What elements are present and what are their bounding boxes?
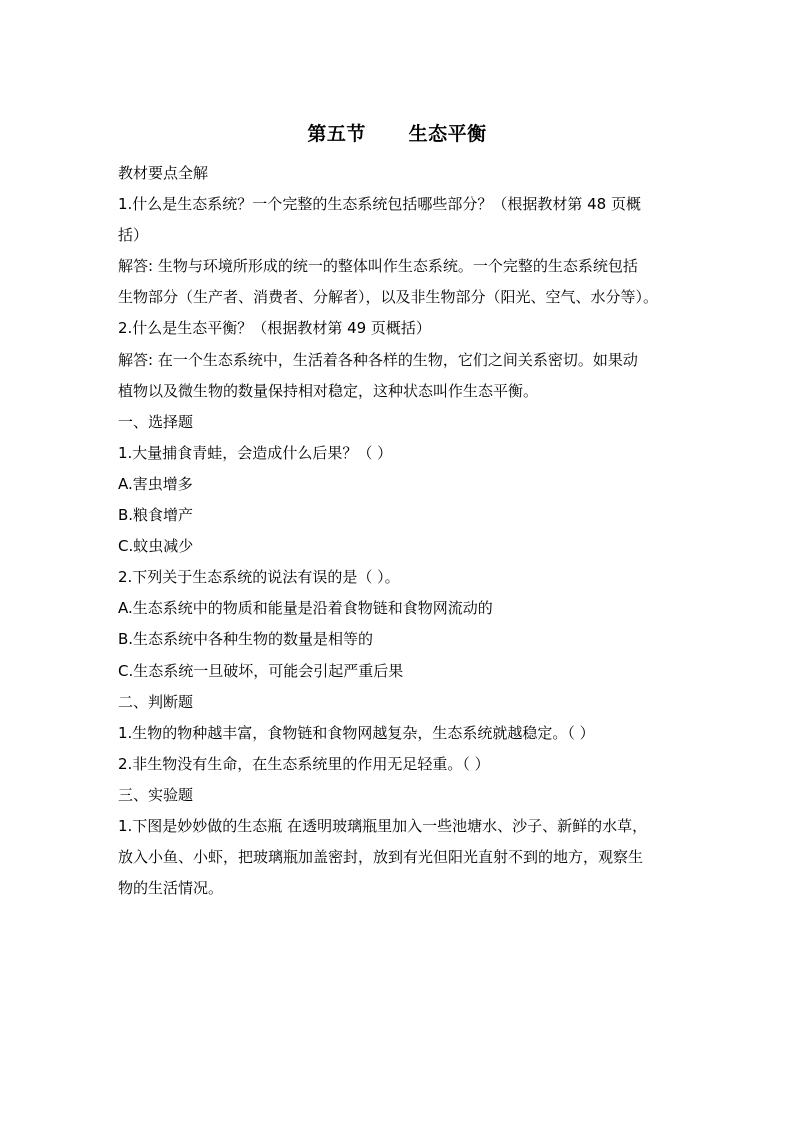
- question-text: 2.下列关于生态系统的说法有误的是（ ）。: [118, 568, 400, 587]
- section-heading: 三、实验题: [118, 785, 194, 804]
- question-text: 放入小鱼、小虾，把玻璃瓶加盖密封，放到有光但阳光直射不到的地方，观察生: [118, 848, 644, 867]
- option-text: A.生态系统中的物质和能量是沿着食物链和食物网流动的: [118, 599, 493, 618]
- question-text: 1.大量捕食青蛙，会造成什么后果？（ ）: [118, 443, 393, 462]
- answer-text: 解答: 生物与环境所形成的统一的整体叫作生态系统。一个完整的生态系统包括: [118, 257, 638, 276]
- question-text: 1.下图是妙妙做的生态瓶 在透明玻璃瓶里加入一些池塘水、沙子、新鲜的水草，: [118, 816, 648, 835]
- option-text: B.粮食增产: [118, 506, 194, 525]
- option-text: C.生态系统一旦破坏，可能会引起严重后果: [118, 661, 404, 680]
- question-text: 2.什么是生态平衡？（根据教材第 49 页概括）: [118, 319, 431, 338]
- question-text: 1.什么是生态系统？一个完整的生态系统包括哪些部分？（根据教材第 48 页概: [118, 195, 641, 214]
- question-text: 1.生物的物种越丰富，食物链和食物网越复杂，生态系统就越稳定。（ ）: [118, 723, 595, 742]
- section-heading: 教材要点全解: [118, 164, 209, 182]
- answer-text: 生物部分（生产者、消费者、分解者），以及非生物部分（阳光、空气、水分等）。: [118, 288, 659, 307]
- option-text: B.生态系统中各种生物的数量是相等的: [118, 630, 374, 649]
- section-heading: 二、判断题: [118, 692, 194, 711]
- answer-text: 植物以及微生物的数量保持相对稳定，这种状态叫作生态平衡。: [118, 381, 539, 400]
- page-title: 第五节 生态平衡: [307, 123, 487, 145]
- question-text: 物的生活情况。: [118, 879, 224, 898]
- section-heading: 一、选择题: [118, 412, 194, 431]
- answer-text: 解答: 在一个生态系统中，生活着各种各样的生物，它们之间关系密切。如果动: [118, 350, 638, 369]
- question-text: 2.非生物没有生命，在生态系统里的作用无足轻重。（ ）: [118, 754, 490, 773]
- option-text: A.害虫增多: [118, 474, 193, 493]
- option-text: C.蚊虫减少: [118, 537, 194, 556]
- document-body: [118, 158, 690, 904]
- question-text: 括）: [118, 226, 149, 245]
